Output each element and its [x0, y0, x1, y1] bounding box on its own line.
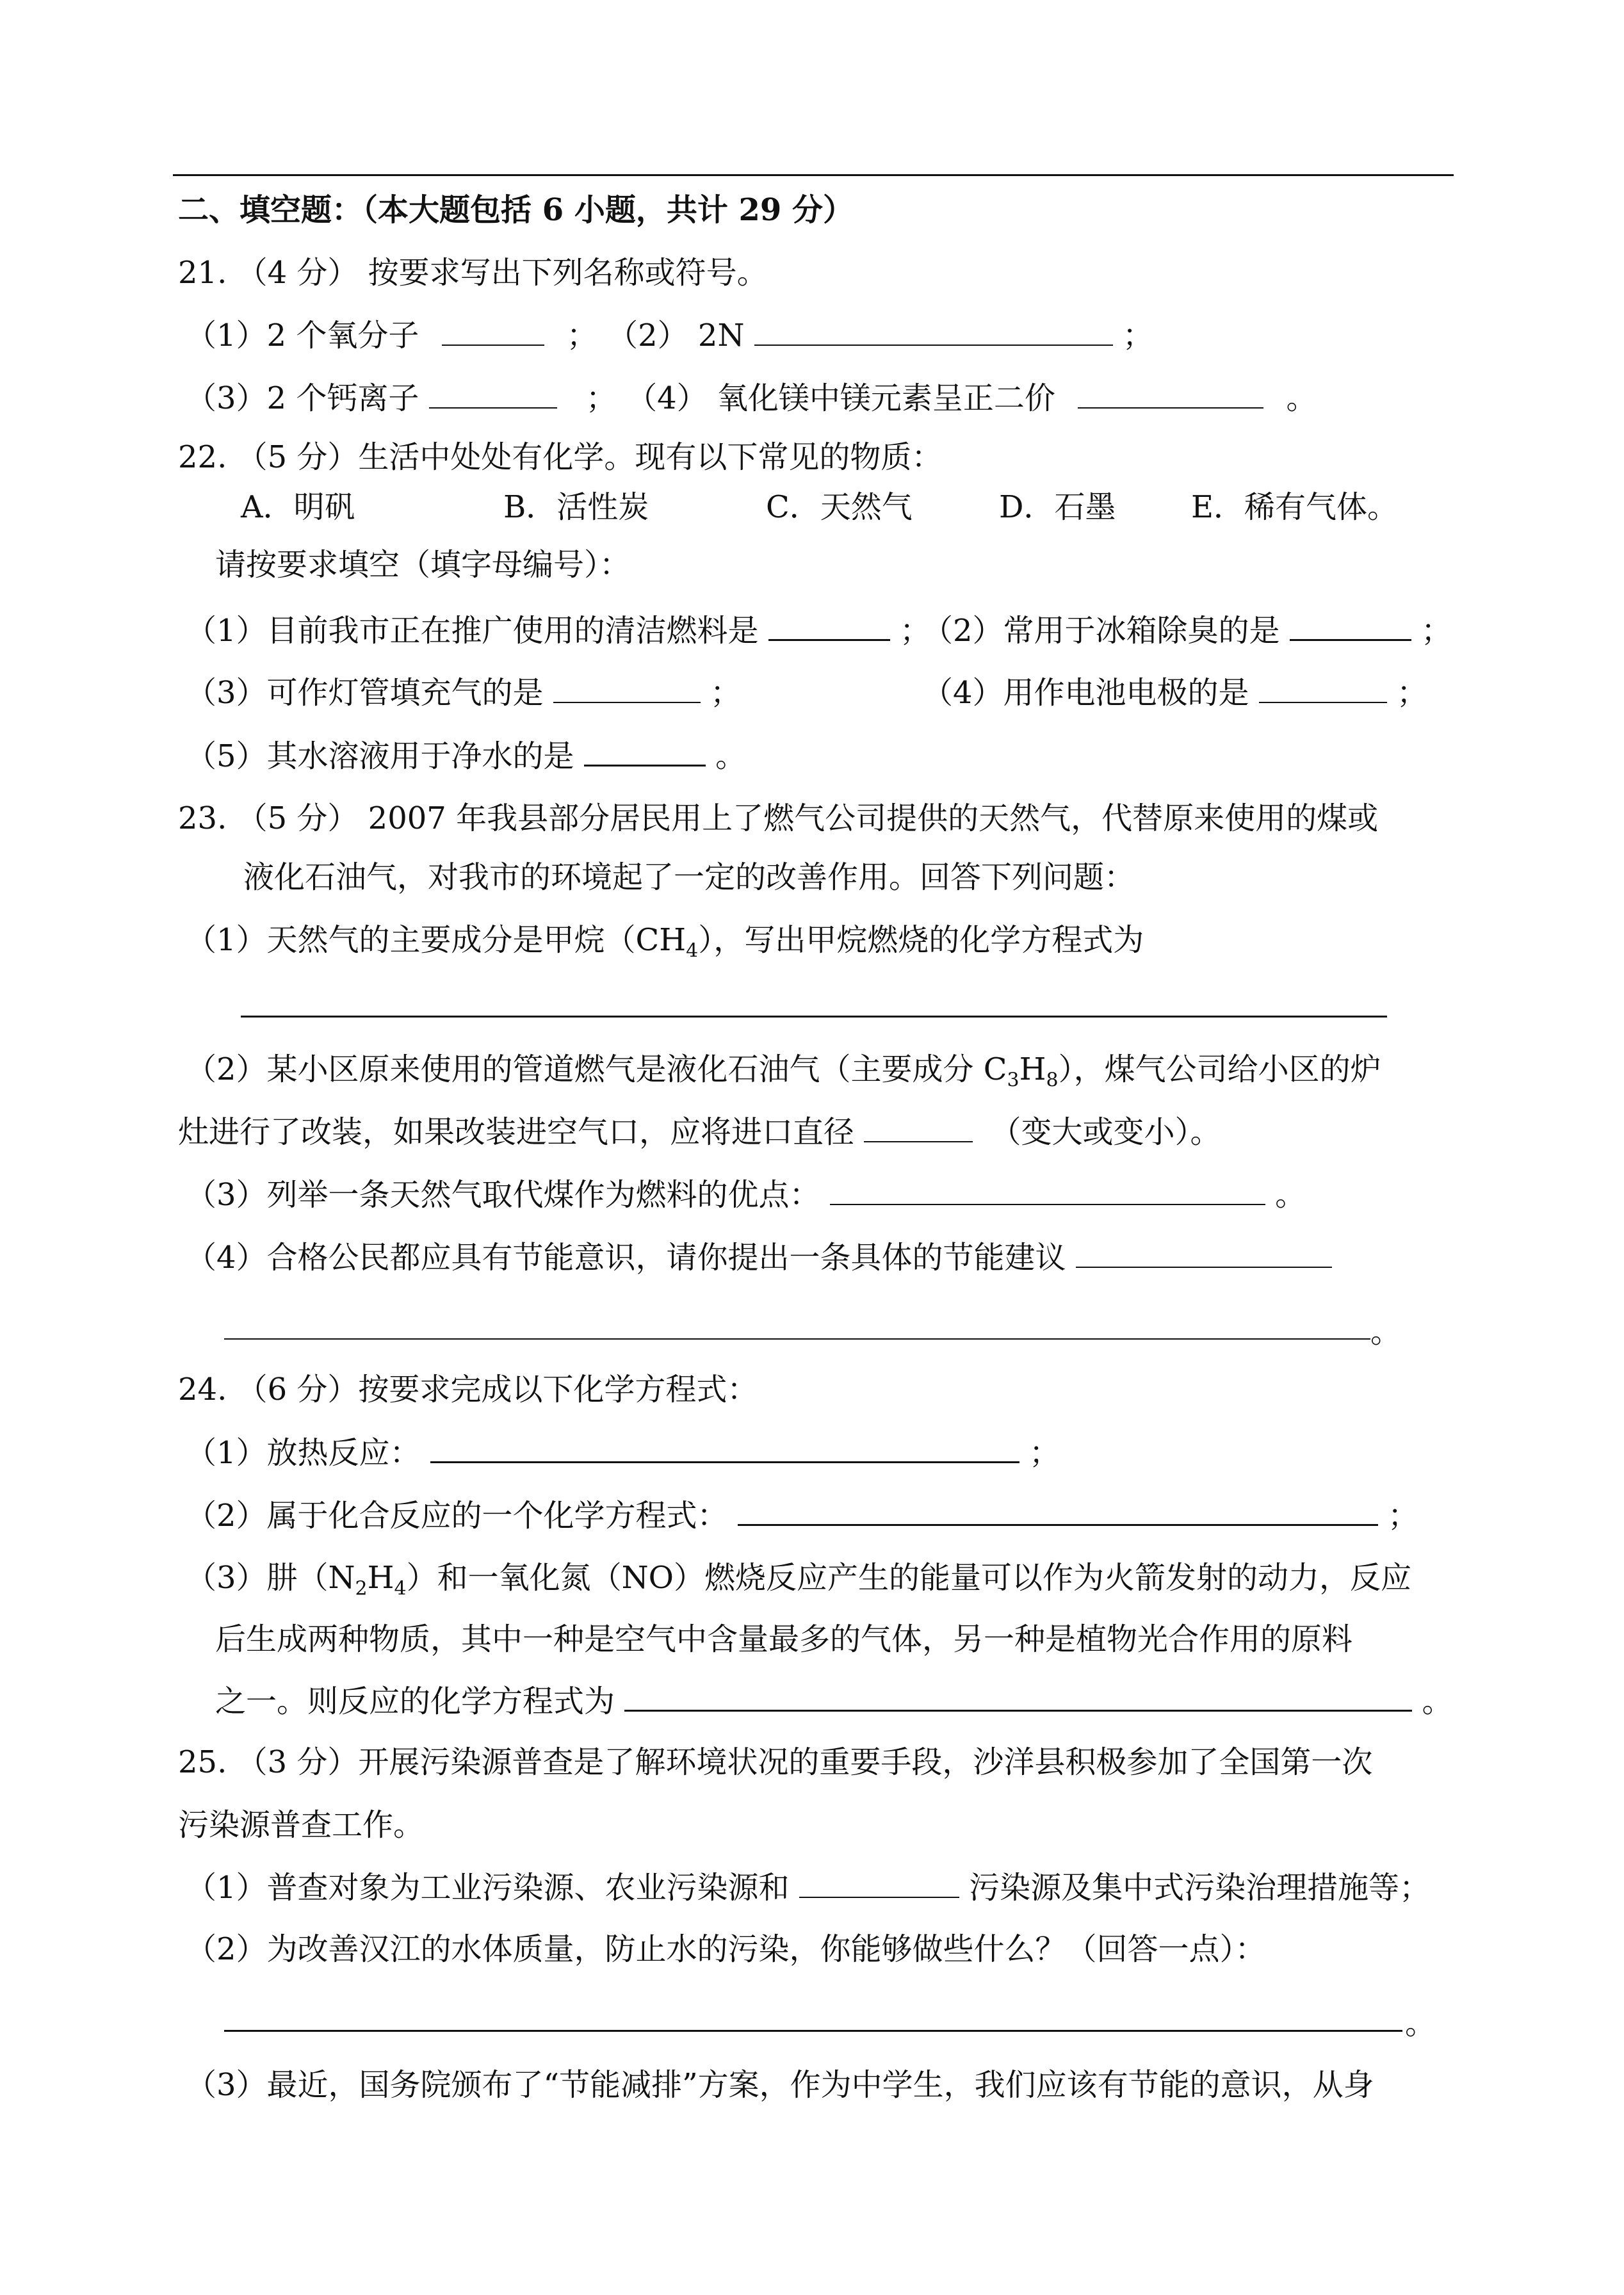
q23-answer-line-4[interactable] [224, 1338, 1370, 1340]
q21-blank-2[interactable] [754, 316, 1113, 346]
q23-head: 23. （5 分） 2007 年我县部分居民用上了燃气公司提供的天然气，代替原来使用的煤或 [178, 800, 1379, 836]
q24-item-3-text-2: ）和一氧化氮（NO）燃烧反应产生的能量可以作为火箭发射的动力，反应 [406, 1560, 1411, 1596]
q24-item-3-sub-1: 2 [355, 1577, 368, 1600]
q22-blank-1[interactable] [768, 611, 890, 641]
q25-blank-1[interactable] [799, 1869, 959, 1898]
q25-item-2: （2）为改善汉江的水体质量，防止水的污染，你能够做些什么？（回答一点）： [186, 1931, 1266, 1967]
q22-item-2-end: ； [1421, 613, 1452, 649]
q25-head: 25. （3 分）开展污染源普查是了解环境状况的重要手段，沙洋县积极参加了全国第一次 [178, 1744, 1373, 1780]
q24-item-1 [186, 1433, 1060, 1472]
q23-item-3-end: 。 [1275, 1177, 1306, 1213]
q22-blank-3[interactable] [553, 674, 701, 703]
q22-item-3-end: ； [710, 675, 742, 711]
q22-item-1-end: ； [900, 613, 931, 649]
q24-item-2 [186, 1496, 1418, 1535]
q23-blank-3[interactable] [830, 1176, 1265, 1205]
q23-answer-line-1[interactable] [241, 1016, 1387, 1018]
q24-blank-3[interactable] [624, 1682, 1412, 1712]
q23-item-4-text: （4）合格公民都应具有节能意识，请你提出一条具体的节能建议 [186, 1240, 1066, 1276]
q24-item-1-text: （1）放热反应： [186, 1435, 421, 1471]
q21-head: 21. （4 分） 按要求写出下列名称或符号。 [178, 255, 768, 291]
q23-item-4 [186, 1238, 1332, 1277]
q24-item-3-end: 。 [1422, 1683, 1453, 1719]
q23-item-1-text: （1）天然气的主要成分是甲烷（CH [186, 922, 686, 958]
q21-item-3 [186, 379, 1317, 418]
q23-item-1-sub: 4 [686, 939, 699, 962]
q24-head: 24. （6 分）按要求完成以下化学方程式： [178, 1372, 758, 1407]
q24-item-2-text: （2）属于化合反应的一个化学方程式： [186, 1498, 728, 1534]
q25-head-2: 污染源普查工作。 [178, 1807, 425, 1843]
q21-item-2-text: ； （2） 2N [566, 318, 745, 353]
q23-item-2 [186, 1050, 1381, 1092]
q22-item-5 [186, 736, 746, 775]
q23-item-2-text: （2）某小区原来使用的管道燃气是液化石油气（主要成分 C [186, 1051, 1007, 1087]
q22-item-4-end: ； [1397, 675, 1428, 711]
q23-item-2-cont [178, 1113, 1221, 1151]
q23-item-3-text: （3）列举一条天然气取代煤作为燃料的优点： [186, 1177, 820, 1213]
q24-item-3-text: （3）肼（N [186, 1560, 355, 1596]
q21-blank-4[interactable] [1078, 379, 1263, 409]
q21-item-4-end: 。 [1286, 380, 1317, 416]
q22-blank-2[interactable] [1290, 611, 1411, 641]
q24-blank-2[interactable] [738, 1496, 1378, 1526]
q23-item-1 [186, 921, 1144, 962]
q22-item-4 [922, 674, 1427, 712]
q23-item-2-text-2: ），煤气公司给小区的炉 [1058, 1051, 1381, 1087]
q24-item-2-end: ； [1388, 1498, 1419, 1534]
q22-item-4-text: （4）用作电池电极的是 [922, 675, 1249, 711]
q23-item-2-text-4: （变大或变小）。 [990, 1114, 1221, 1150]
q21-item-2-end: ； [1123, 318, 1154, 353]
q25-item-3: （3）最近，国务院颁布了“节能减排”方案，作为中学生，我们应该有节能的意识，从身 [186, 2067, 1374, 2103]
q25-item-2-end: 。 [1405, 2006, 1436, 2041]
q22-option-a: A．明矾 [241, 489, 355, 525]
q25-item-1-text-2: 污染源及集中式污染治理措施等； [969, 1870, 1431, 1906]
q23-blank-4a[interactable] [1076, 1238, 1332, 1268]
q24-blank-1[interactable] [430, 1433, 1019, 1463]
q23-head-2: 液化石油气，对我市的环境起了一定的改善作用。回答下列问题： [243, 859, 1135, 895]
q22-blank-5[interactable] [584, 736, 706, 766]
q22-item-2 [922, 611, 1452, 650]
q22-item-1 [186, 611, 930, 650]
q24-item-3-sub-2: 4 [394, 1577, 407, 1600]
q22-item-3 [186, 674, 741, 712]
q24-item-1-end: ； [1029, 1435, 1060, 1471]
q22-head: 22. （5 分）生活中处处有化学。现有以下常见的物质： [178, 439, 943, 475]
q24-item-3 [186, 1559, 1411, 1600]
q22-instruction: 请按要求填空（填字母编号）： [215, 547, 631, 583]
q21-item-3-text: （3）2 个钙离子 [186, 380, 419, 416]
q21-item-4-text: ； （4） 氧化镁中镁元素呈正二价 [585, 380, 1055, 416]
q22-option-c: C．天然气 [766, 489, 913, 525]
q24-item-3-text-3: 之一。则反应的化学方程式为 [215, 1683, 615, 1719]
q25-item-1 [186, 1869, 1430, 1907]
q23-item-3 [186, 1176, 1306, 1214]
q22-item-1-text: （1）目前我市正在推广使用的清洁燃料是 [186, 613, 759, 649]
q22-option-b: B．活性炭 [503, 489, 649, 525]
header-rule [173, 174, 1454, 176]
q22-item-2-text: （2）常用于冰箱除臭的是 [922, 613, 1280, 649]
q24-item-3-h: H [367, 1560, 394, 1596]
q25-item-1-text: （1）普查对象为工业污染源、农业污染源和 [186, 1870, 790, 1906]
q24-item-3-cont: 后生成两种物质，其中一种是空气中含量最多的气体，另一种是植物光合作用的原料 [215, 1621, 1353, 1657]
q21-item-1-text: （1）2 个氧分子 [186, 318, 419, 353]
q24-item-3-cont-2 [215, 1682, 1453, 1721]
q23-item-2-h: H [1019, 1051, 1046, 1087]
q23-blank-2[interactable] [864, 1113, 973, 1142]
q21-item-1 [186, 316, 1153, 355]
q25-answer-line-2[interactable] [224, 2030, 1402, 2032]
q23-item-2-sub-1: 3 [1007, 1069, 1019, 1092]
q23-item-4-end: 。 [1370, 1314, 1402, 1350]
q21-blank-3[interactable] [429, 379, 557, 409]
q22-item-5-text: （5）其水溶液用于净水的是 [186, 738, 574, 774]
q22-item-5-end: 。 [715, 738, 747, 774]
section-title: 二、填空题：（本大题包括 6 小题，共计 29 分） [178, 192, 854, 228]
q23-item-2-sub-2: 8 [1046, 1069, 1059, 1092]
q23-item-2-text-3: 灶进行了改装，如果改装进空气口，应将进口直径 [178, 1114, 855, 1150]
q22-option-d: D．石墨 [999, 489, 1116, 525]
q21-blank-1[interactable] [442, 316, 544, 346]
q22-item-3-text: （3）可作灯管填充气的是 [186, 675, 544, 711]
q22-option-e: E．稀有气体。 [1191, 489, 1399, 525]
q23-item-1-text-2: ），写出甲烷燃烧的化学方程式为 [698, 922, 1144, 958]
q22-blank-4[interactable] [1259, 674, 1387, 703]
